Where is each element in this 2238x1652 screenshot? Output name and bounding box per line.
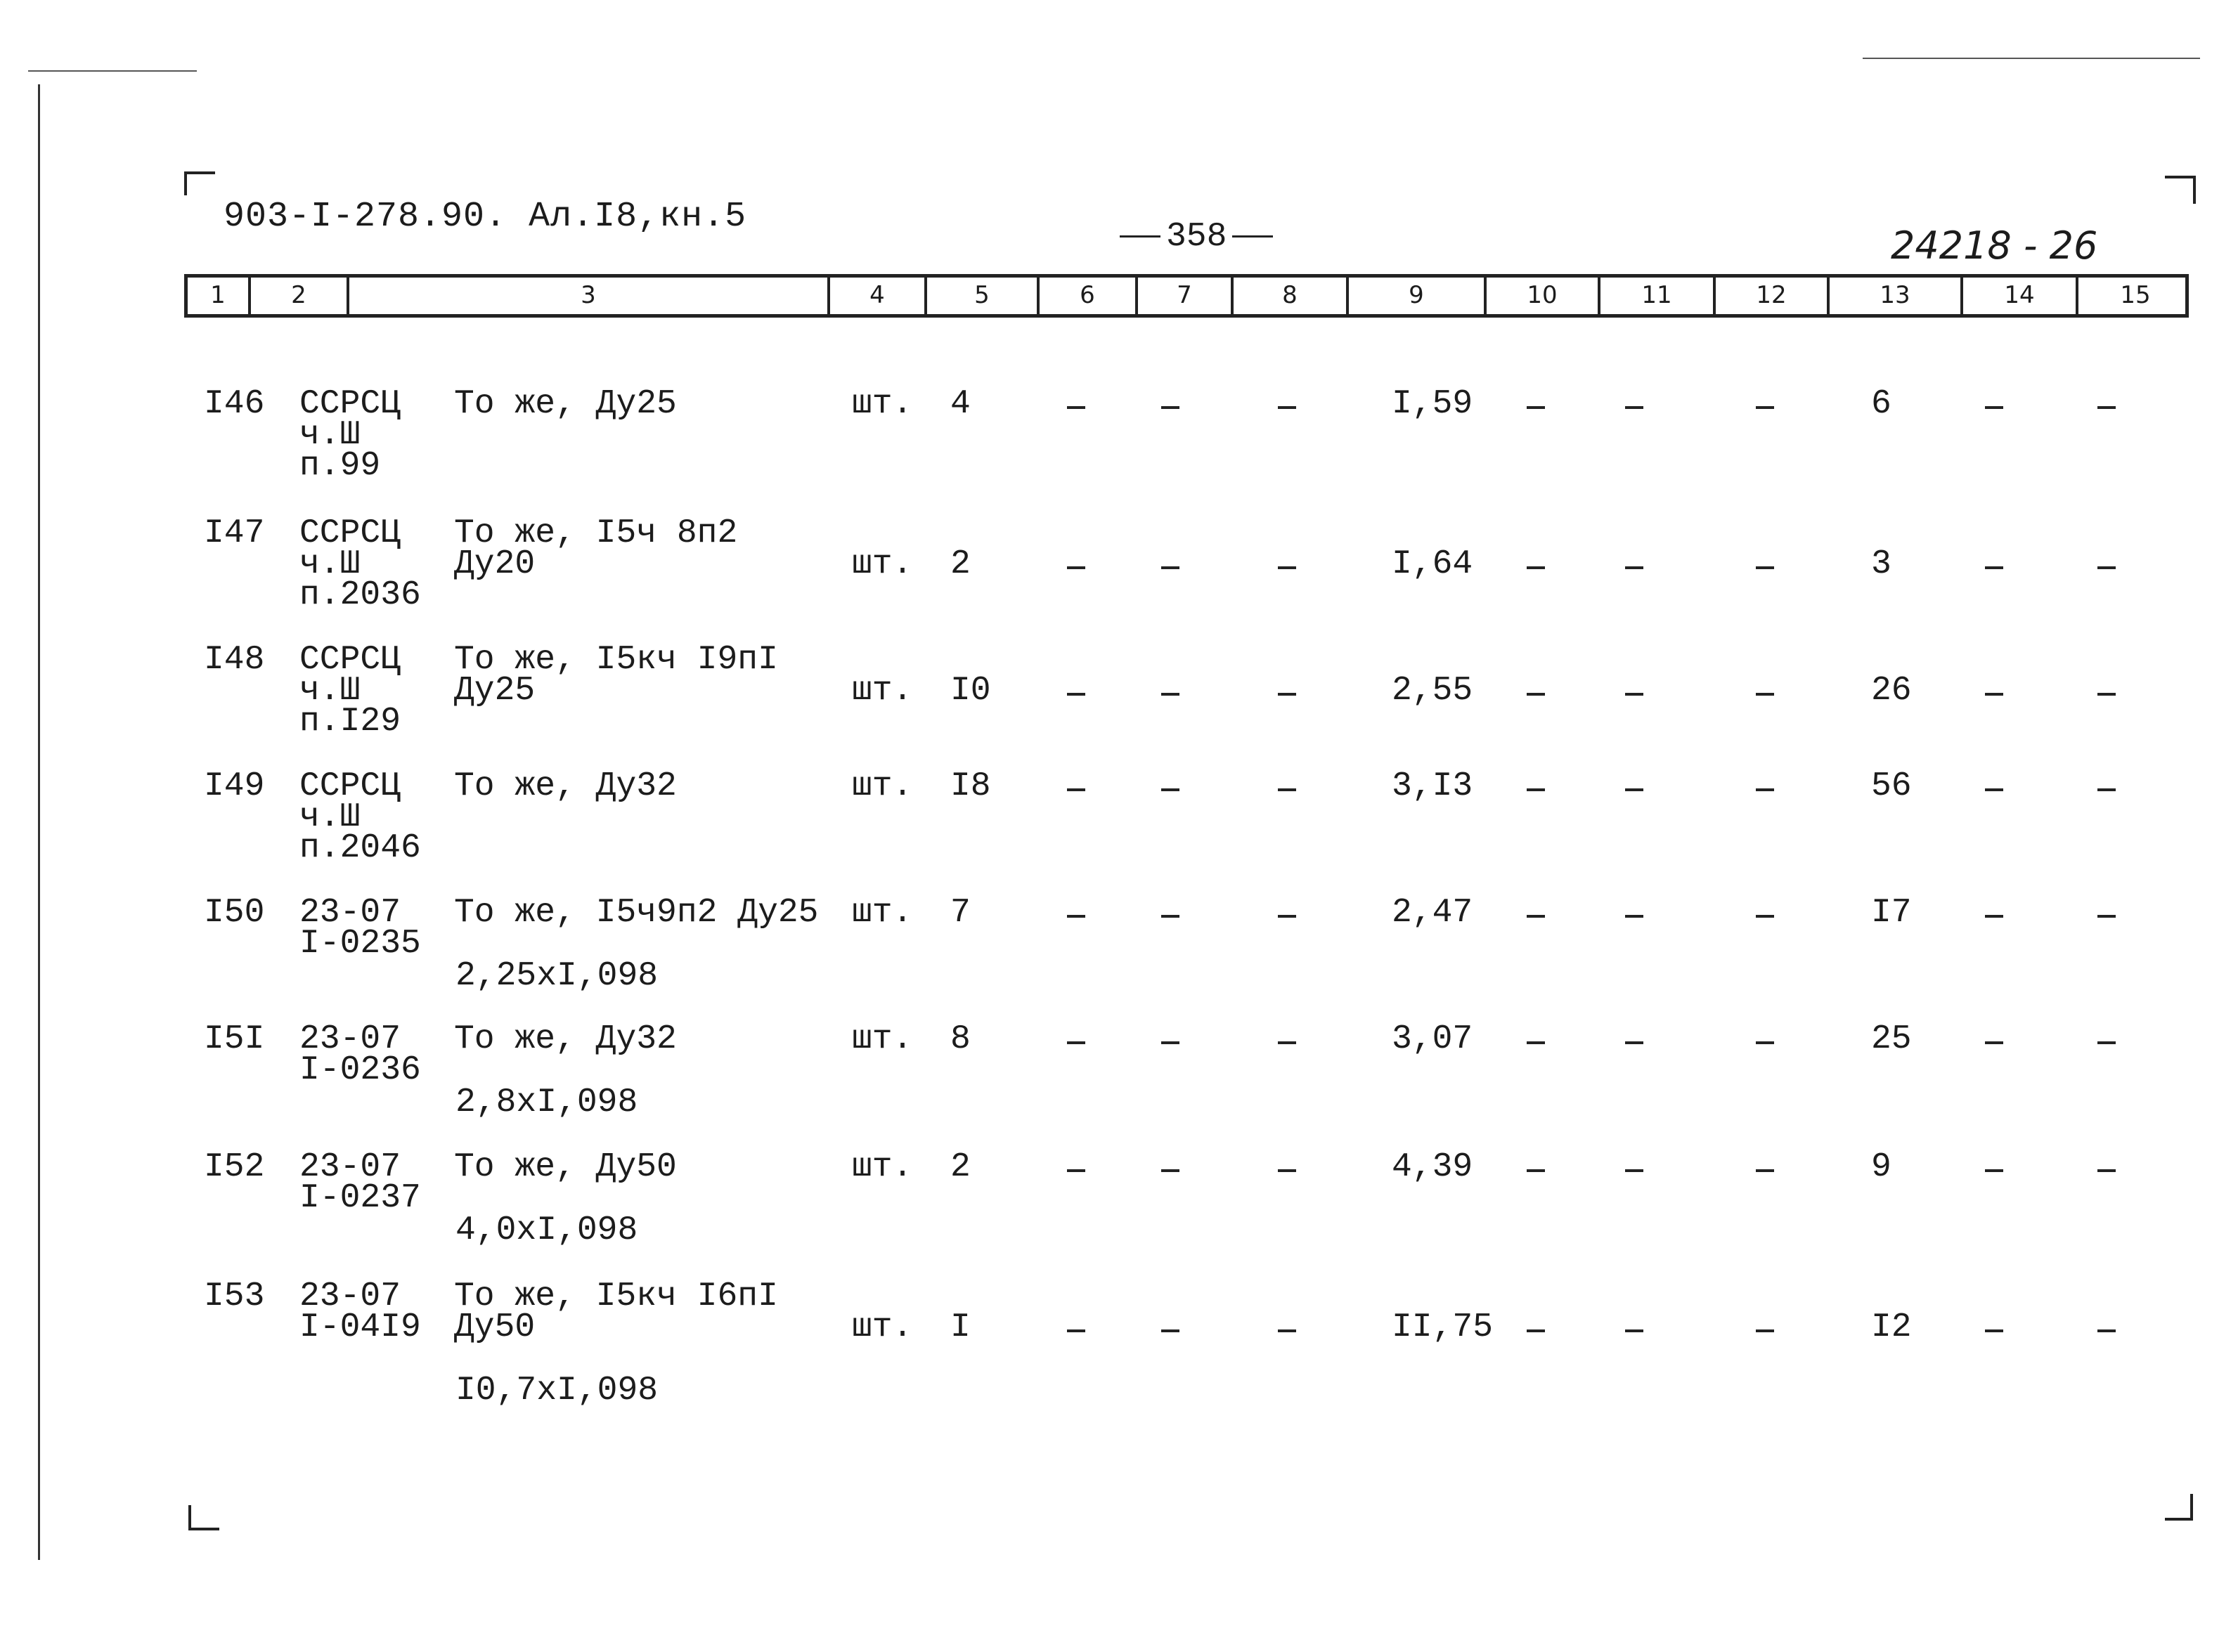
row-description: То же, Ду50	[454, 1148, 677, 1186]
row-reference: 23-07	[299, 894, 401, 932]
row-reference: ч.Ш	[299, 416, 361, 454]
row-dash-c14	[1985, 915, 2003, 918]
row-dash-c12	[1756, 1041, 1774, 1044]
column-header-6: 6	[1037, 278, 1135, 314]
row-description: Ду50	[454, 1308, 536, 1346]
row-value-col9: 3,I3	[1392, 767, 1473, 805]
row-reference: п.2046	[299, 829, 421, 867]
row-dash-c12	[1756, 406, 1774, 409]
left-margin-line	[38, 84, 40, 1560]
row-quantity: 4	[950, 385, 971, 423]
row-quantity: 7	[950, 894, 971, 932]
row-dash-c11	[1625, 788, 1643, 791]
row-dash-c15	[2097, 693, 2116, 696]
row-quantity: I8	[950, 767, 991, 805]
row-dash-c10	[1527, 566, 1545, 569]
row-dash-c6	[1067, 1169, 1085, 1172]
row-quantity: 2	[950, 1148, 971, 1186]
row-coefficient-note: 4,0хI,098	[455, 1211, 638, 1249]
row-value-col13: I2	[1871, 1308, 1912, 1346]
column-header-7: 7	[1135, 278, 1231, 314]
row-reference: ч.Ш	[299, 672, 361, 710]
row-dash-c10	[1527, 693, 1545, 696]
row-unit: шт.	[852, 767, 913, 805]
row-dash-c10	[1527, 1041, 1545, 1044]
top-left-scan-line	[28, 70, 197, 72]
row-unit: шт.	[852, 545, 913, 583]
row-dash-c12	[1756, 1329, 1774, 1332]
column-header-9: 9	[1346, 278, 1484, 314]
top-right-scan-line	[1863, 58, 2200, 59]
row-dash-c10	[1527, 915, 1545, 918]
row-dash-c10	[1527, 788, 1545, 791]
row-dash-c6	[1067, 1041, 1085, 1044]
row-dash-c10	[1527, 1329, 1545, 1332]
row-dash-c8	[1278, 788, 1296, 791]
row-unit: шт.	[852, 1020, 913, 1058]
row-dash-c15	[2097, 788, 2116, 791]
column-header-2: 2	[248, 278, 347, 314]
row-dash-c11	[1625, 1169, 1643, 1172]
row-dash-c7	[1161, 1329, 1179, 1332]
row-dash-c14	[1985, 693, 2003, 696]
row-dash-c7	[1161, 566, 1179, 569]
column-header-8: 8	[1231, 278, 1346, 314]
row-reference: ССРСЦ	[299, 767, 401, 805]
row-dash-c10	[1527, 406, 1545, 409]
row-reference: I-04I9	[299, 1308, 421, 1346]
column-header-1: 1	[210, 281, 226, 309]
row-description: То же, Ду25	[454, 385, 677, 423]
row-value-col13: 6	[1871, 385, 1891, 423]
row-dash-c10	[1527, 1169, 1545, 1172]
row-dash-c15	[2097, 1169, 2116, 1172]
row-description: То же, I5ч9п2 Ду25	[454, 894, 819, 932]
corner-mark-top-right	[2165, 176, 2196, 204]
row-dash-c12	[1756, 788, 1774, 791]
row-dash-c15	[2097, 1041, 2116, 1044]
row-dash-c6	[1067, 406, 1085, 409]
row-reference: 23-07	[299, 1277, 401, 1315]
archive-number: 24218 - 26	[1891, 223, 2098, 268]
row-value-col13: 56	[1871, 767, 1912, 805]
row-dash-c14	[1985, 1329, 2003, 1332]
row-number: I49	[204, 767, 265, 805]
row-value-col13: 25	[1871, 1020, 1912, 1058]
page-number: 358	[1114, 218, 1279, 256]
corner-mark-bottom-right	[2165, 1494, 2193, 1521]
row-dash-c11	[1625, 1329, 1643, 1332]
row-description: Ду20	[454, 545, 536, 583]
row-number: I53	[204, 1277, 265, 1315]
row-reference: п.I29	[299, 703, 401, 741]
row-number: I47	[204, 514, 265, 552]
row-unit: шт.	[852, 385, 913, 423]
row-description: Ду25	[454, 672, 536, 710]
row-number: I46	[204, 385, 265, 423]
row-dash-c11	[1625, 693, 1643, 696]
row-description: То же, Ду32	[454, 1020, 677, 1058]
row-reference: ССРСЦ	[299, 385, 401, 423]
row-value-col9: 2,55	[1392, 672, 1473, 710]
column-header-3: 3	[347, 278, 827, 314]
row-description: То же, I5ч 8п2	[454, 514, 738, 552]
row-dash-c15	[2097, 1329, 2116, 1332]
row-reference: I-0235	[299, 925, 421, 963]
row-dash-c14	[1985, 1169, 2003, 1172]
column-header-10: 10	[1484, 278, 1598, 314]
row-dash-c7	[1161, 788, 1179, 791]
row-dash-c8	[1278, 1169, 1296, 1172]
row-reference: п.2036	[299, 576, 421, 614]
document-code: 903-I-278.90. Ал.I8,кн.5	[224, 197, 747, 237]
row-dash-c11	[1625, 1041, 1643, 1044]
row-dash-c8	[1278, 1329, 1296, 1332]
row-description: То же, I5кч I9пI	[454, 641, 778, 679]
row-dash-c14	[1985, 406, 2003, 409]
row-reference: I-0236	[299, 1051, 421, 1089]
row-reference: 23-07	[299, 1020, 401, 1058]
row-dash-c11	[1625, 566, 1643, 569]
row-dash-c15	[2097, 406, 2116, 409]
row-value-col9: 2,47	[1392, 894, 1473, 932]
row-quantity: 8	[950, 1020, 971, 1058]
column-header-row	[184, 274, 2189, 318]
row-quantity: I	[950, 1308, 971, 1346]
row-coefficient-note: 2,8хI,098	[455, 1084, 638, 1121]
row-quantity: I0	[950, 672, 991, 710]
row-dash-c7	[1161, 1169, 1179, 1172]
column-header-15: 15	[2076, 278, 2192, 314]
column-header-11: 11	[1598, 278, 1713, 314]
row-dash-c12	[1756, 566, 1774, 569]
row-quantity: 2	[950, 545, 971, 583]
row-value-col13: 9	[1871, 1148, 1891, 1186]
row-dash-c12	[1756, 1169, 1774, 1172]
row-unit: шт.	[852, 894, 913, 932]
row-value-col13: 26	[1871, 672, 1912, 710]
row-dash-c8	[1278, 406, 1296, 409]
row-value-col9: 4,39	[1392, 1148, 1473, 1186]
row-unit: шт.	[852, 1148, 913, 1186]
row-reference: ССРСЦ	[299, 641, 401, 679]
row-coefficient-note: 2,25хI,098	[455, 957, 659, 995]
row-description: То же, Ду32	[454, 767, 677, 805]
row-reference: ССРСЦ	[299, 514, 401, 552]
row-dash-c8	[1278, 693, 1296, 696]
row-dash-c7	[1161, 693, 1179, 696]
row-reference: ч.Ш	[299, 798, 361, 836]
row-value-col9: I,64	[1392, 545, 1473, 583]
row-dash-c6	[1067, 566, 1085, 569]
row-description: То же, I5кч I6пI	[454, 1277, 778, 1315]
row-value-col13: I7	[1871, 894, 1912, 932]
row-dash-c12	[1756, 693, 1774, 696]
row-dash-c14	[1985, 788, 2003, 791]
row-value-col9: 3,07	[1392, 1020, 1473, 1058]
corner-mark-bottom-left	[188, 1505, 219, 1530]
row-unit: шт.	[852, 1308, 913, 1346]
row-dash-c7	[1161, 1041, 1179, 1044]
row-value-col9: II,75	[1392, 1308, 1494, 1346]
column-header-13: 13	[1827, 278, 1960, 314]
row-reference: ч.Ш	[299, 545, 361, 583]
column-header-5: 5	[924, 278, 1037, 314]
row-dash-c6	[1067, 693, 1085, 696]
row-value-col13: 3	[1871, 545, 1891, 583]
row-dash-c11	[1625, 915, 1643, 918]
row-dash-c7	[1161, 915, 1179, 918]
row-dash-c12	[1756, 915, 1774, 918]
column-header-14: 14	[1960, 278, 2076, 314]
row-dash-c8	[1278, 1041, 1296, 1044]
row-dash-c6	[1067, 1329, 1085, 1332]
row-reference: 23-07	[299, 1148, 401, 1186]
row-number: I5I	[204, 1020, 265, 1058]
row-dash-c15	[2097, 915, 2116, 918]
row-coefficient-note: I0,7хI,098	[455, 1372, 659, 1410]
row-number: I50	[204, 894, 265, 932]
row-dash-c15	[2097, 566, 2116, 569]
row-dash-c7	[1161, 406, 1179, 409]
row-dash-c14	[1985, 1041, 2003, 1044]
row-dash-c8	[1278, 566, 1296, 569]
column-header-4: 4	[827, 278, 924, 314]
row-number: I48	[204, 641, 265, 679]
row-reference: I-0237	[299, 1179, 421, 1217]
row-number: I52	[204, 1148, 265, 1186]
row-dash-c14	[1985, 566, 2003, 569]
row-unit: шт.	[852, 672, 913, 710]
row-dash-c11	[1625, 406, 1643, 409]
row-dash-c8	[1278, 915, 1296, 918]
row-reference: п.99	[299, 447, 381, 485]
corner-mark-top-left	[184, 171, 215, 195]
row-value-col9: I,59	[1392, 385, 1473, 423]
row-dash-c6	[1067, 788, 1085, 791]
row-dash-c6	[1067, 915, 1085, 918]
column-header-12: 12	[1713, 278, 1827, 314]
